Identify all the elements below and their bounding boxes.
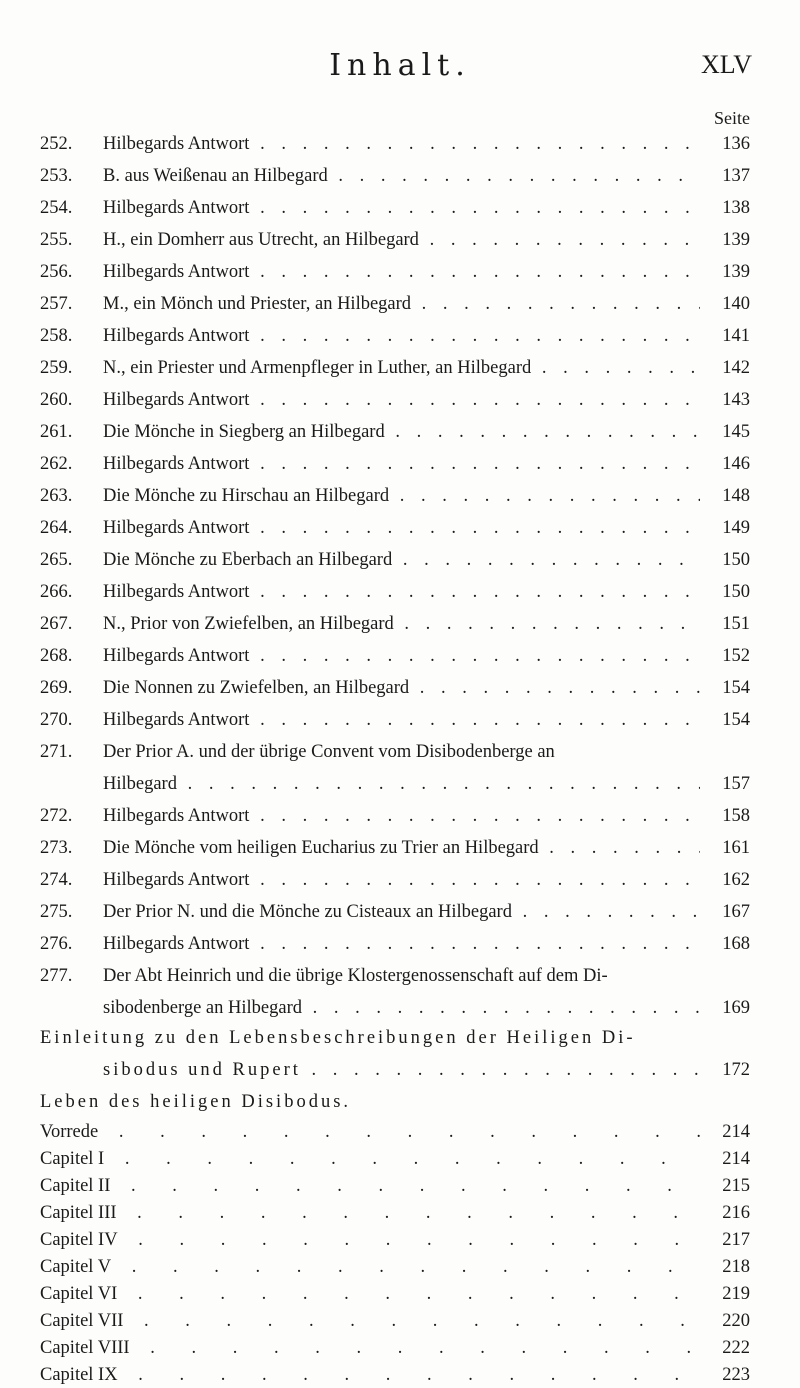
chapter-title: Capitel III . . . xyxy=(40,1203,700,1224)
introduction-title: Einleitung zu den Lebensbeschreibungen der Heiligen Di- xyxy=(40,1028,636,1048)
entry-title: N., Prior von Zwiefelben, an Hilbegard . . . xyxy=(103,614,700,635)
chapter-page: 218 xyxy=(722,1257,750,1277)
chapter-title: Capitel II . . . xyxy=(40,1176,700,1197)
entry-number: 253. xyxy=(40,166,73,186)
entry-title: Hilbegards Antwort . . . xyxy=(103,326,700,347)
entry-title: Hilbegards Antwort . . . xyxy=(103,646,700,667)
chapter-page: 220 xyxy=(722,1311,750,1331)
entry-page: 139 xyxy=(722,230,750,250)
entry-page: 154 xyxy=(722,678,750,698)
toc-entry xyxy=(0,416,800,448)
entry-page: 137 xyxy=(722,166,750,186)
entry-page: 158 xyxy=(722,806,750,826)
entry-page: 136 xyxy=(722,134,750,154)
entry-number: 261. xyxy=(40,422,73,442)
entry-number: 256. xyxy=(40,262,73,282)
chapter-page: 216 xyxy=(722,1203,750,1223)
entry-title: Der Abt Heinrich und die übrige Klostergenossenschaft auf dem Di- xyxy=(103,966,608,986)
entry-page: 142 xyxy=(722,358,750,378)
chapter-title: Capitel VIII . . . xyxy=(40,1338,700,1359)
entry-title: Die Mönche in Siegberg an Hilbegard . . . xyxy=(103,422,700,443)
toc-entry xyxy=(0,640,800,672)
chapter-entry xyxy=(0,1145,800,1172)
toc-entry xyxy=(0,480,800,512)
entry-page: 138 xyxy=(722,198,750,218)
toc-entry xyxy=(0,896,800,928)
page-column-label: Seite xyxy=(714,108,750,128)
entry-page: 149 xyxy=(722,518,750,538)
toc-entry xyxy=(0,224,800,256)
entry-page: 146 xyxy=(722,454,750,474)
toc-entries-2 xyxy=(0,800,800,960)
entry-title: Hilbegards Antwort . . . xyxy=(103,806,700,827)
section-heading-text: Leben des heiligen Disibodus. xyxy=(40,1092,352,1112)
chapter-page: 214 xyxy=(722,1149,750,1169)
chapter-entry xyxy=(0,1118,800,1145)
entry-page: 154 xyxy=(722,710,750,730)
chapter-title: Capitel VII . . . xyxy=(40,1311,700,1332)
entry-number: 274. xyxy=(40,870,73,890)
entry-page: 167 xyxy=(722,902,750,922)
chapter-page: 223 xyxy=(722,1365,750,1385)
chapter-title: Vorrede . . . xyxy=(40,1122,700,1143)
chapter-page: 214 xyxy=(722,1122,750,1142)
chapter-entry xyxy=(0,1280,800,1307)
entry-number: 254. xyxy=(40,198,73,218)
chapter-entry xyxy=(0,1226,800,1253)
entry-number: 265. xyxy=(40,550,73,570)
page-folio-number: XLV xyxy=(700,50,752,79)
toc-entries xyxy=(0,128,800,736)
toc-entry xyxy=(0,704,800,736)
toc-entry xyxy=(0,320,800,352)
chapter-entry xyxy=(0,1361,800,1388)
entry-page: 150 xyxy=(722,582,750,602)
entry-title: Hilbegards Antwort . . . xyxy=(103,262,700,283)
toc-entry xyxy=(0,384,800,416)
entry-number: 269. xyxy=(40,678,73,698)
entry-page: 141 xyxy=(722,326,750,346)
entry-title: Hilbegards Antwort . . . xyxy=(103,582,700,603)
entry-title: Hilbegards Antwort . . . xyxy=(103,934,700,955)
page-title: Inhalt. xyxy=(329,48,471,83)
chapter-title: Capitel V . . . xyxy=(40,1257,700,1278)
entry-title: Die Nonnen zu Zwiefelben, an Hilbegard . . . xyxy=(103,678,700,699)
entry-page: 157 xyxy=(722,774,750,794)
chapter-title: Capitel I . . . xyxy=(40,1149,700,1170)
toc-introduction xyxy=(0,1024,800,1088)
entry-page: 150 xyxy=(722,550,750,570)
toc-entry xyxy=(0,576,800,608)
entry-page: 140 xyxy=(722,294,750,314)
chapter-entry xyxy=(0,1172,800,1199)
toc-entry xyxy=(0,736,800,800)
entry-page: 151 xyxy=(722,614,750,634)
toc-entry xyxy=(0,832,800,864)
toc-entry xyxy=(0,960,800,1024)
chapter-entry xyxy=(0,1307,800,1334)
entry-title-continued: sibodenberge an Hilbegard . . . xyxy=(103,998,700,1019)
toc-entry xyxy=(0,128,800,160)
chapter-entry xyxy=(0,1253,800,1280)
entry-title: Hilbegards Antwort . . . xyxy=(103,710,700,731)
toc-entry xyxy=(0,864,800,896)
entry-title: Der Prior A. und der übrige Convent vom Disibodenberge an xyxy=(103,742,555,762)
toc-entry xyxy=(0,192,800,224)
entry-number: 257. xyxy=(40,294,73,314)
toc-entry xyxy=(0,800,800,832)
entry-page: 162 xyxy=(722,870,750,890)
toc-entry xyxy=(0,512,800,544)
toc-entry xyxy=(0,928,800,960)
entry-page: 169 xyxy=(722,998,750,1018)
entry-number: 255. xyxy=(40,230,73,250)
entry-number: 275. xyxy=(40,902,73,922)
chapter-entry xyxy=(0,1199,800,1226)
entry-number: 266. xyxy=(40,582,73,602)
toc-entry xyxy=(0,288,800,320)
entry-title: Hilbegards Antwort . . . xyxy=(103,134,700,155)
entry-title-continued: Hilbegard . . . xyxy=(103,774,700,795)
entry-title: B. aus Weißenau an Hilbegard . . . xyxy=(103,166,700,187)
entry-number: 271. xyxy=(40,742,73,762)
entry-page: 139 xyxy=(722,262,750,282)
table-of-contents xyxy=(0,128,800,1388)
toc-entry xyxy=(0,448,800,480)
entry-number: 258. xyxy=(40,326,73,346)
entry-page: 143 xyxy=(722,390,750,410)
chapter-entry xyxy=(0,1334,800,1361)
entry-number: 262. xyxy=(40,454,73,474)
entry-title: Hilbegards Antwort . . . xyxy=(103,198,700,219)
entry-title: Die Mönche zu Hirschau an Hilbegard . . . xyxy=(103,486,700,507)
entry-page: 152 xyxy=(722,646,750,666)
entry-title: H., ein Domherr aus Utrecht, an Hilbegard . . . xyxy=(103,230,700,251)
entry-title: Hilbegards Antwort . . . xyxy=(103,518,700,539)
entry-title: Hilbegards Antwort . . . xyxy=(103,870,700,891)
entry-number: 277. xyxy=(40,966,73,986)
entry-title: Hilbegards Antwort . . . xyxy=(103,390,700,411)
entry-number: 259. xyxy=(40,358,73,378)
entry-number: 267. xyxy=(40,614,73,634)
introduction-page: 172 xyxy=(722,1060,750,1080)
entry-number: 252. xyxy=(40,134,73,154)
toc-entry xyxy=(0,544,800,576)
chapter-title: Capitel VI . . . xyxy=(40,1284,700,1305)
toc-entry xyxy=(0,256,800,288)
entry-title: M., ein Mönch und Priester, an Hilbegard . . . xyxy=(103,294,700,315)
entry-number: 272. xyxy=(40,806,73,826)
entry-title: N., ein Priester und Armenpfleger in Luther, an Hilbegard . . . xyxy=(103,358,700,379)
chapter-title: Capitel IX . . . xyxy=(40,1365,700,1386)
toc-entry xyxy=(0,352,800,384)
chapter-page: 217 xyxy=(722,1230,750,1250)
entry-number: 273. xyxy=(40,838,73,858)
toc-entry xyxy=(0,672,800,704)
introduction-title-continued: sibodus und Rupert . . . xyxy=(103,1060,700,1081)
entry-number: 268. xyxy=(40,646,73,666)
entry-number: 264. xyxy=(40,518,73,538)
entry-page: 145 xyxy=(722,422,750,442)
chapter-list xyxy=(0,1118,800,1388)
entry-title: Die Mönche zu Eberbach an Hilbegard . . . xyxy=(103,550,700,571)
entry-number: 276. xyxy=(40,934,73,954)
entry-title: Der Prior N. und die Mönche zu Cisteaux an Hilbegard . . . xyxy=(103,902,700,923)
chapter-title: Capitel IV . . . xyxy=(40,1230,700,1251)
entry-number: 270. xyxy=(40,710,73,730)
entry-page: 161 xyxy=(722,838,750,858)
entry-number: 263. xyxy=(40,486,73,506)
entry-page: 168 xyxy=(722,934,750,954)
entry-number: 260. xyxy=(40,390,73,410)
chapter-page: 222 xyxy=(722,1338,750,1358)
toc-entry xyxy=(0,608,800,640)
chapter-page: 219 xyxy=(722,1284,750,1304)
chapter-page: 215 xyxy=(722,1176,750,1196)
entry-title: Die Mönche vom heiligen Eucharius zu Trier an Hilbegard . . . xyxy=(103,838,700,859)
toc-entry xyxy=(0,160,800,192)
section-heading xyxy=(0,1088,800,1118)
entry-page: 148 xyxy=(722,486,750,506)
entry-title: Hilbegards Antwort . . . xyxy=(103,454,700,475)
